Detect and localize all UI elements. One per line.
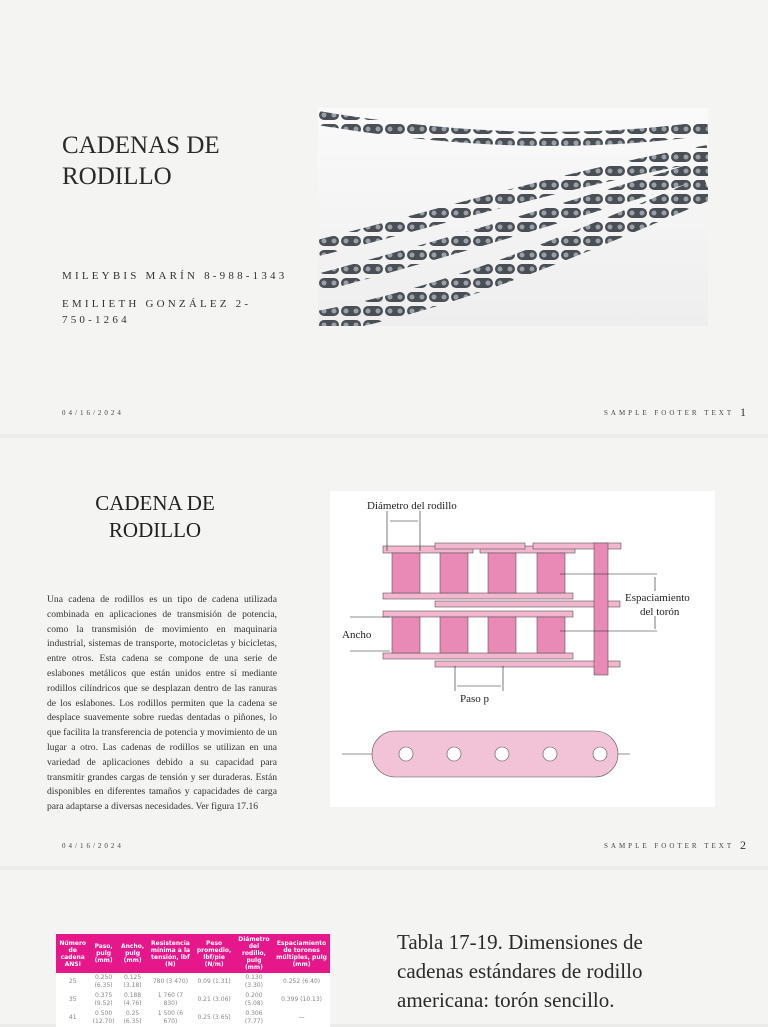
slide-title: CADENA DE RODILLO <box>95 491 215 542</box>
table-cell: 0.125 (3.18) <box>118 973 148 991</box>
table-cell: 0.375 (9.52) <box>89 991 117 1009</box>
table-cell: 0.25 (6.35) <box>118 1009 148 1027</box>
col-header: Diámetro del rodillo, pulg (mm) <box>235 934 273 973</box>
label-espaciamiento-1: Espaciamiento <box>625 592 690 604</box>
slide-title: CADENAS DE RODILLO <box>62 132 220 190</box>
label-paso: Paso p <box>460 693 490 705</box>
table-cell: 0.188 (4.76) <box>118 991 148 1009</box>
slide-2 <box>0 438 768 866</box>
col-header: Ancho, pulg (mm) <box>118 934 148 973</box>
author-2: EMILIETH GONZÁLEZ 2-750-1264 <box>62 298 252 326</box>
table-cell: 1 760 (7 830) <box>147 991 193 1009</box>
author-1: MILEYBIS MARÍN 8-988-1343 <box>62 270 288 282</box>
table-cell: 0.21 (3.06) <box>193 991 234 1009</box>
page-number: 1 <box>740 405 746 419</box>
footer-date: 04/16/2024 <box>62 409 124 417</box>
table-caption: Tabla 17-19. Dimensiones de cadenas estándares de rodillo americana: torón sencillo. <box>397 930 643 1012</box>
table-cell: 0.200 (5.08) <box>235 991 273 1009</box>
table-cell: 0.252 (6.40) <box>273 973 330 991</box>
label-espaciamiento-2: del torón <box>640 606 680 618</box>
chains-photo <box>318 108 708 326</box>
chain-dimensions-table <box>56 934 330 1027</box>
footer-text: SAMPLE FOOTER TEXT <box>604 842 735 850</box>
table-cell: 41 <box>56 1009 89 1027</box>
label-diametro: Diámetro del rodillo <box>367 500 457 512</box>
slide-1 <box>0 0 768 434</box>
col-header: Espaciamiento de torones múltiples, pulg (mm) <box>273 934 330 973</box>
label-ancho: Ancho <box>342 629 372 641</box>
table-cell: 0.500 (12.70) <box>89 1009 117 1027</box>
roller-chain-diagram <box>330 491 715 807</box>
footer-text: SAMPLE FOOTER TEXT <box>604 409 735 417</box>
table-row <box>56 991 330 1009</box>
col-header: Peso promedio, lbf/pie (N/m) <box>193 934 234 973</box>
table-row <box>56 973 330 991</box>
body-paragraph: Una cadena de rodillos es un tipo de cadena utilizada combinada en aplicaciones de transmisión de potencia, como la transmisión de movimiento en maquinaria industrial, sistemas de transporte, motocicletas y bicicletas, entre otros. Esta cadena se compone de una serie de eslabones metálicos que están unidos entre sí mediante rodillos cilíndricos que se desplazan dentro de las ranuras de los eslabones. Los rodillos permiten que la cadena se desplace suavemente sobre ruedas dentadas o piñones, lo que facilita la transferencia de potencia y movimiento de un lugar a otro. Las cadenas de rodillos se utilizan en una variedad de aplicaciones debido a su capacidad para transmitir grandes cargas de tensión y ser duraderas. Están disponibles en diferentes tamaños y capacidades de carga para adaptarse a diversas necesidades. Ver figura 17.16 <box>47 594 277 813</box>
table-cell: 0.09 (1.31) <box>193 973 234 991</box>
table-cell: 0.130 (3.30) <box>235 973 273 991</box>
table-cell: 0.25 (3.65) <box>193 1009 234 1027</box>
table-header-row <box>56 934 330 973</box>
table-cell: 25 <box>56 973 89 991</box>
col-header: Número de cadena ANSI <box>56 934 89 973</box>
table-cell: — <box>273 1009 330 1027</box>
table-row <box>56 1009 330 1027</box>
table-cell: 1 500 (6 670) <box>147 1009 193 1027</box>
footer-date: 04/16/2024 <box>62 842 124 850</box>
page-number: 2 <box>740 838 746 852</box>
table-cell: 0.306 (7.77) <box>235 1009 273 1027</box>
col-header: Resistencia mínima a la tensión, lbf (N) <box>147 934 193 973</box>
table-cell: 0.399 (10.13) <box>273 991 330 1009</box>
col-header: Paso, pulg (mm) <box>89 934 117 973</box>
table-cell: 0.250 (6.35) <box>89 973 117 991</box>
table-cell: 35 <box>56 991 89 1009</box>
table-cell: 780 (3 470) <box>147 973 193 991</box>
slide-3 <box>0 870 768 1024</box>
